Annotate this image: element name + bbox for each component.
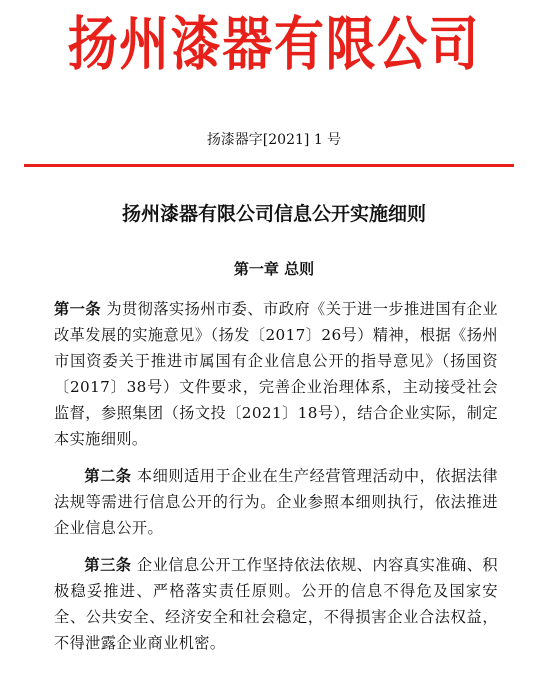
article-2 xyxy=(54,463,498,541)
chapter-heading: 第一章 总则 xyxy=(233,260,315,278)
company-masthead: 扬州漆器有限公司 xyxy=(67,10,481,78)
article-1 xyxy=(54,296,498,452)
article-3-label: 第三条 xyxy=(84,556,132,574)
article-1-text: 为贯彻落实扬州市委、市政府《关于进一步推进国有企业改革发展的实施意见》（扬发〔2017〕26号）精神，根据《扬州市国资委关于推进市属国有企业信息公开的指导意见》（扬国资〔2017〕38号）文件要求，完善企业治理体系，主动接受社会监督，参照集团（扬文投〔2021〕18号），结合企业实际，制定本实施细则。 xyxy=(54,300,498,448)
document-body xyxy=(54,296,498,667)
red-divider-rule xyxy=(24,164,514,167)
article-3 xyxy=(54,552,498,656)
document-title: 扬州漆器有限公司信息公开实施细则 xyxy=(121,203,426,225)
article-3-text: 企业信息公开工作坚持依法依规、内容真实准确、积极稳妥推进、严格落实责任原则。公开的信息不得危及国家安全、公共安全、经济安全和社会稳定，不得损害企业合法权益，不得泄露企业商业机密。 xyxy=(54,556,498,652)
article-2-text: 本细则适用于企业在生产经营管理活动中，依据法律法规等需进行信息公开的行为。企业参照本细则执行，依法推进企业信息公开。 xyxy=(54,467,498,537)
document-number: 扬漆器字[2021] 1 号 xyxy=(206,132,342,148)
article-1-label: 第一条 xyxy=(54,300,102,318)
article-2-label: 第二条 xyxy=(84,467,132,485)
